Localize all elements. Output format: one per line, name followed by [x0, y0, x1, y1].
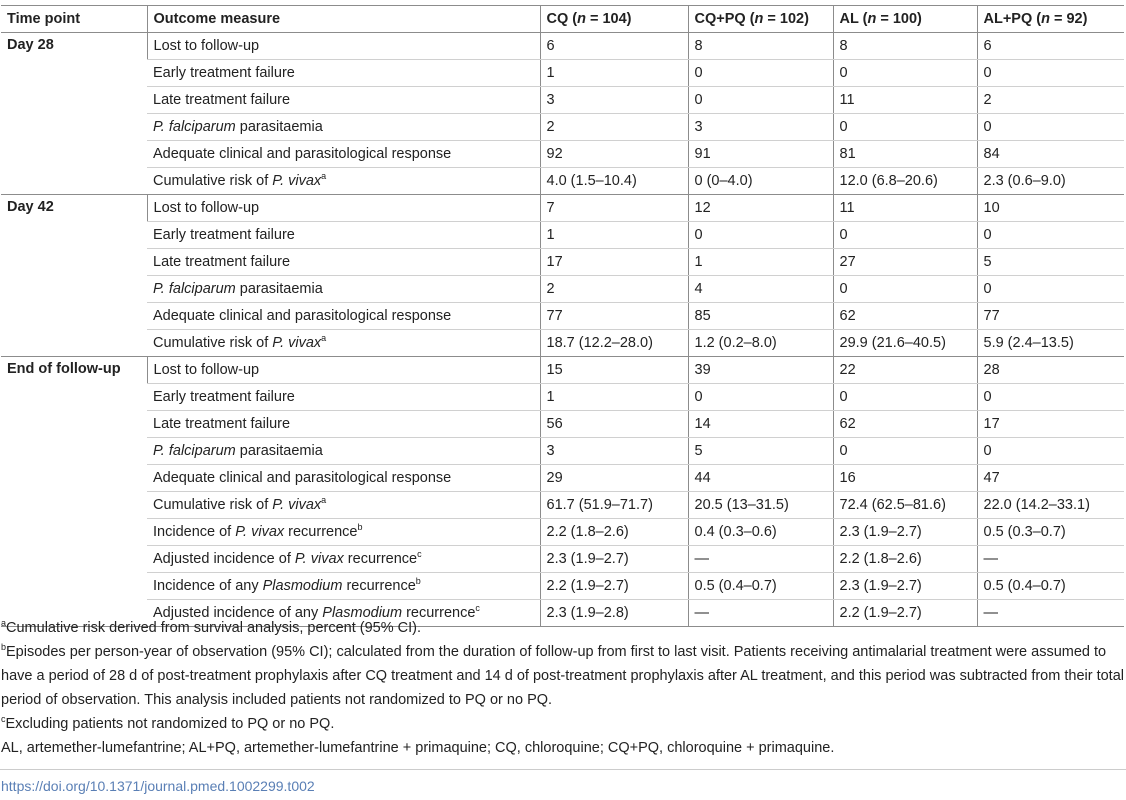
value-cell-alpq: 5 [977, 249, 1124, 276]
value-cell-cqpq: 8 [688, 33, 833, 60]
table-row [1, 60, 1124, 87]
value-cell-cqpq: 0 (0–4.0) [688, 168, 833, 195]
value-cell-al: 22 [833, 357, 977, 384]
value-cell-cqpq: 5 [688, 438, 833, 465]
value-cell-alpq: 47 [977, 465, 1124, 492]
footnotes [1, 616, 1125, 760]
table-row [1, 168, 1124, 195]
table-row [1, 438, 1124, 465]
header-row [1, 6, 1124, 33]
value-cell-al: 2.2 (1.9–2.7) [833, 600, 977, 627]
value-cell-al: 62 [833, 411, 977, 438]
table-row [1, 492, 1124, 519]
outcome-measure-cell: Early treatment failure [147, 60, 540, 87]
outcome-measure-cell: P. falciparum parasitaemia [147, 114, 540, 141]
value-cell-al: 27 [833, 249, 977, 276]
value-cell-al: 0 [833, 114, 977, 141]
value-cell-cqpq: 1.2 (0.2–8.0) [688, 330, 833, 357]
value-cell-cq: 15 [540, 357, 688, 384]
value-cell-alpq: 6 [977, 33, 1124, 60]
value-cell-cqpq: 0 [688, 222, 833, 249]
table-row [1, 546, 1124, 573]
value-cell-alpq: 0.5 (0.3–0.7) [977, 519, 1124, 546]
value-cell-cqpq: 0 [688, 60, 833, 87]
value-cell-cq: 1 [540, 384, 688, 411]
value-cell-alpq: 0 [977, 384, 1124, 411]
value-cell-cq: 3 [540, 87, 688, 114]
value-cell-cqpq: 20.5 (13–31.5) [688, 492, 833, 519]
value-cell-alpq: 84 [977, 141, 1124, 168]
value-cell-al: 2.3 (1.9–2.7) [833, 519, 977, 546]
table-row [1, 573, 1124, 600]
time-point-cell: End of follow-up [1, 357, 147, 627]
value-cell-cq: 29 [540, 465, 688, 492]
footnote-b: $^b$Episodes per person-year of observation (95% CI); calculated from the duration of follow-up from first to last visit. Patients receiving antimalarial treatment were assumed to have a period of 28 d of post-treatment prophylaxis after CQ treatment and 14 d of post-treatment prophylaxis after AL treatment, and this period was subtracted from their total period of observation. This analysis included patients not randomized to PQ or no PQ. [1, 642, 1124, 708]
header-cq: CQ (n = 104) [540, 6, 688, 33]
value-cell-cq: 4.0 (1.5–10.4) [540, 168, 688, 195]
value-cell-al: 29.9 (21.6–40.5) [833, 330, 977, 357]
table-row [1, 276, 1124, 303]
value-cell-al: 16 [833, 465, 977, 492]
value-cell-cqpq: 0 [688, 384, 833, 411]
table-row [1, 33, 1124, 60]
table-row [1, 519, 1124, 546]
value-cell-cqpq: 4 [688, 276, 833, 303]
table-row [1, 249, 1124, 276]
value-cell-cqpq: 39 [688, 357, 833, 384]
divider [0, 769, 1126, 770]
value-cell-al: 11 [833, 87, 977, 114]
header-time-point: Time point [1, 6, 147, 33]
table-row [1, 465, 1124, 492]
outcome-measure-cell: Cumulative risk of P. vivax$^a$ [147, 168, 540, 195]
value-cell-cq: 2 [540, 276, 688, 303]
value-cell-cqpq: 85 [688, 303, 833, 330]
outcome-measure-cell: Lost to follow-up [147, 33, 540, 60]
value-cell-alpq: 0 [977, 276, 1124, 303]
value-cell-alpq: 0.5 (0.4–0.7) [977, 573, 1124, 600]
value-cell-al: 81 [833, 141, 977, 168]
outcome-measure-cell: Adequate clinical and parasitological response [147, 465, 540, 492]
value-cell-al: 0 [833, 438, 977, 465]
header-al: AL (n = 100) [833, 6, 977, 33]
outcomes-table [1, 5, 1124, 627]
outcome-measure-cell: Late treatment failure [147, 411, 540, 438]
value-cell-alpq: 17 [977, 411, 1124, 438]
value-cell-al: 0 [833, 276, 977, 303]
outcome-measure-cell: Adequate clinical and parasitological response [147, 303, 540, 330]
value-cell-cq: 7 [540, 195, 688, 222]
value-cell-alpq: 10 [977, 195, 1124, 222]
time-point-cell: Day 42 [1, 195, 147, 357]
value-cell-cq: 3 [540, 438, 688, 465]
outcome-measure-cell: Adequate clinical and parasitological response [147, 141, 540, 168]
outcome-measure-cell: P. falciparum parasitaemia [147, 438, 540, 465]
outcome-measure-cell: Late treatment failure [147, 87, 540, 114]
value-cell-al: 11 [833, 195, 977, 222]
value-cell-alpq: 5.9 (2.4–13.5) [977, 330, 1124, 357]
value-cell-cqpq: 3 [688, 114, 833, 141]
value-cell-alpq: 0 [977, 114, 1124, 141]
value-cell-alpq: — [977, 546, 1124, 573]
doi-link[interactable]: https://doi.org/10.1371/journal.pmed.1002299.t002 [1, 778, 315, 794]
value-cell-cq: 92 [540, 141, 688, 168]
value-cell-al: 62 [833, 303, 977, 330]
value-cell-cq: 2.3 (1.9–2.7) [540, 546, 688, 573]
value-cell-al: 72.4 (62.5–81.6) [833, 492, 977, 519]
value-cell-cqpq: 0 [688, 87, 833, 114]
value-cell-cq: 1 [540, 60, 688, 87]
value-cell-alpq: 2 [977, 87, 1124, 114]
table-row [1, 114, 1124, 141]
table-row [1, 141, 1124, 168]
outcome-measure-cell: Lost to follow-up [147, 357, 540, 384]
value-cell-cq: 17 [540, 249, 688, 276]
value-cell-alpq: 2.3 (0.6–9.0) [977, 168, 1124, 195]
header-cq-pq: CQ+PQ (n = 102) [688, 6, 833, 33]
outcome-measure-cell: Adjusted incidence of any Plasmodium recurrence$^c$ [147, 600, 540, 627]
value-cell-cq: 18.7 (12.2–28.0) [540, 330, 688, 357]
value-cell-cqpq: — [688, 546, 833, 573]
value-cell-cq: 61.7 (51.9–71.7) [540, 492, 688, 519]
value-cell-cq: 1 [540, 222, 688, 249]
value-cell-cqpq: — [688, 600, 833, 627]
table-row [1, 330, 1124, 357]
outcome-measure-cell: Cumulative risk of P. vivax$^a$ [147, 330, 540, 357]
value-cell-al: 0 [833, 60, 977, 87]
value-cell-cqpq: 91 [688, 141, 833, 168]
value-cell-al: 8 [833, 33, 977, 60]
table-body [1, 33, 1124, 627]
outcome-measure-cell: Incidence of any Plasmodium recurrence$^b$ [147, 573, 540, 600]
table-row [1, 222, 1124, 249]
value-cell-cq: 2.2 (1.9–2.7) [540, 573, 688, 600]
header-al-pq: AL+PQ (n = 92) [977, 6, 1124, 33]
table-row [1, 357, 1124, 384]
value-cell-al: 12.0 (6.8–20.6) [833, 168, 977, 195]
time-point-cell: Day 28 [1, 33, 147, 195]
value-cell-alpq: 0 [977, 222, 1124, 249]
value-cell-cqpq: 1 [688, 249, 833, 276]
table-row [1, 384, 1124, 411]
value-cell-alpq: 77 [977, 303, 1124, 330]
table-row [1, 303, 1124, 330]
outcome-measure-cell: Late treatment failure [147, 249, 540, 276]
table-row [1, 87, 1124, 114]
header-outcome-measure: Outcome measure [147, 6, 540, 33]
value-cell-cq: 77 [540, 303, 688, 330]
footnote-c: $^c$Excluding patients not randomized to PQ or no PQ. [1, 714, 335, 732]
outcome-measure-cell: Incidence of P. vivax recurrence$^b$ [147, 519, 540, 546]
value-cell-cq: 2.3 (1.9–2.8) [540, 600, 688, 627]
value-cell-alpq: 22.0 (14.2–33.1) [977, 492, 1124, 519]
value-cell-cqpq: 0.5 (0.4–0.7) [688, 573, 833, 600]
outcome-measure-cell: Early treatment failure [147, 222, 540, 249]
value-cell-alpq: 0 [977, 438, 1124, 465]
outcome-measure-cell: Cumulative risk of P. vivax$^a$ [147, 492, 540, 519]
value-cell-cq: 6 [540, 33, 688, 60]
footnote-a: $^a$Cumulative risk derived from survival analysis, percent (95% CI). [1, 618, 422, 636]
value-cell-al: 2.3 (1.9–2.7) [833, 573, 977, 600]
value-cell-cq: 56 [540, 411, 688, 438]
value-cell-alpq: 0 [977, 60, 1124, 87]
value-cell-al: 0 [833, 384, 977, 411]
outcome-measure-cell: Early treatment failure [147, 384, 540, 411]
outcome-measure-cell: Lost to follow-up [147, 195, 540, 222]
outcome-measure-cell: Adjusted incidence of P. vivax recurrence$^c$ [147, 546, 540, 573]
value-cell-al: 0 [833, 222, 977, 249]
table-row [1, 411, 1124, 438]
value-cell-alpq: 28 [977, 357, 1124, 384]
value-cell-al: 2.2 (1.8–2.6) [833, 546, 977, 573]
value-cell-alpq: — [977, 600, 1124, 627]
value-cell-cq: 2 [540, 114, 688, 141]
value-cell-cqpq: 12 [688, 195, 833, 222]
value-cell-cqpq: 44 [688, 465, 833, 492]
value-cell-cqpq: 0.4 (0.3–0.6) [688, 519, 833, 546]
table-row [1, 195, 1124, 222]
abbreviations-note: AL, artemether-lumefantrine; AL+PQ, artemether-lumefantrine + primaquine; CQ, chloroquine; CQ+PQ, chloroquine + primaquine. [1, 740, 835, 756]
outcome-measure-cell: P. falciparum parasitaemia [147, 276, 540, 303]
value-cell-cqpq: 14 [688, 411, 833, 438]
value-cell-cq: 2.2 (1.8–2.6) [540, 519, 688, 546]
